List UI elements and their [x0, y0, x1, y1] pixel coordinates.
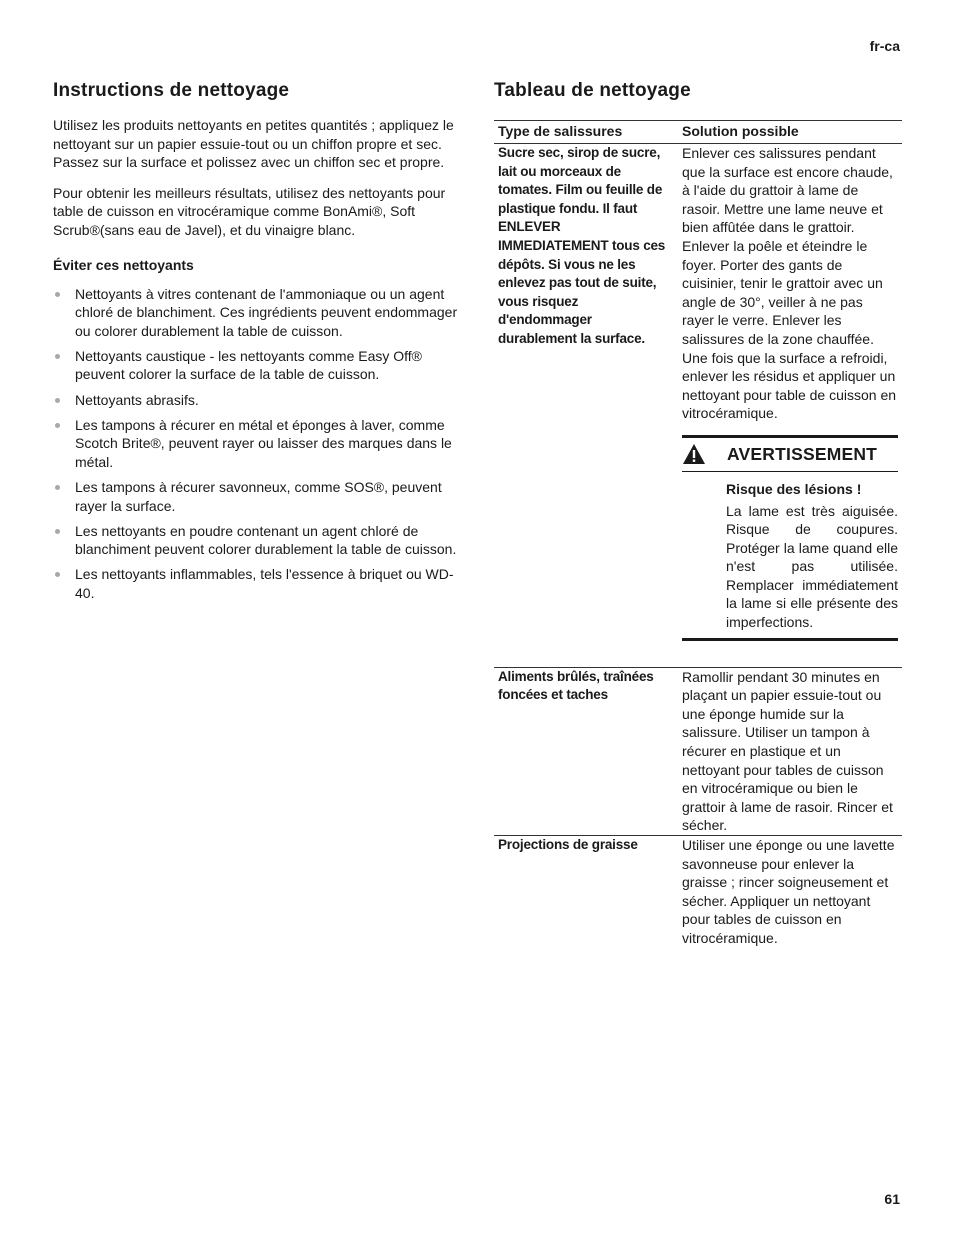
table-row — [494, 836, 902, 948]
warning-box — [682, 435, 898, 641]
avoid-cleaners-heading: Éviter ces nettoyants — [53, 256, 194, 273]
table-row — [494, 667, 902, 835]
solution-cell: Utiliser une éponge ou une lavette savonneuse pour enlever la graisse ; rincer soigneusement et sécher. Appliquer un nettoyant pour tables de cuisson en vitrocéramique. — [682, 837, 895, 946]
list-item: Les tampons à récurer en métal et éponges à laver, comme Scotch Brite®, peuvent rayer ou laisser des marques dans le métal. — [53, 416, 458, 472]
solution-cell: Ramollir pendant 30 minutes en plaçant un papier essuie-tout ou une éponge humide sur la salissure. Utiliser un tampon à récurer en plastique et un nettoyant pour tables de cuisson en vitrocéramique ou bien le grattoir à lame de rasoir. Rincer et sécher. — [678, 667, 902, 835]
warning-text: La lame est très aiguisée. Risque de coupures. Protéger la lame quand elle n'est pas utilisée. Remplacer immédiatement la lame si elle présente des imperfections. — [726, 502, 898, 631]
column-header-solution: Solution possible — [678, 121, 902, 144]
list-item: Nettoyants abrasifs. — [53, 391, 458, 410]
list-item: Les nettoyants inflammables, tels l'essence à briquet ou WD-40. — [53, 565, 458, 602]
section-title: Instructions de nettoyage — [53, 80, 290, 101]
language-code: fr-ca — [869, 38, 900, 54]
warning-header — [682, 435, 898, 472]
list-item: Nettoyants à vitres contenant de l'ammoniaque ou un agent chloré de blanchiment. Ces ingrédients peuvent endommager ou colorer durablement la table de cuisson. — [53, 285, 458, 341]
soil-type-cell: Sucre sec, sirop de sucre, lait ou morceaux de tomates. Film ou feuille de plastique fondu. Il faut ENLEVER IMMEDIATEMENT tous ces dépôts. Si vous ne les enlevez pas tout de suite, vous risquez d'endommager durablement la surface. — [494, 144, 678, 668]
cleaning-instructions-section — [53, 80, 458, 609]
table-row — [494, 144, 902, 668]
avoid-cleaners-list — [53, 285, 458, 603]
bullet-icon — [55, 572, 60, 577]
soil-type-cell: Projections de graisse — [498, 837, 638, 852]
list-item: Nettoyants caustique - les nettoyants comme Easy Off® peuvent colorer la surface de la table de cuisson. — [53, 347, 458, 384]
warning-subtitle: Risque des lésions ! — [726, 480, 862, 497]
section-title: Tableau de nettoyage — [494, 80, 691, 101]
intro-paragraph: Utilisez les produits nettoyants en petites quantités ; appliquez le nettoyant sur un papier essuie-tout ou un chiffon propre et sec. Passez sur la surface et polissez avec un chiffon sec et propre. — [53, 117, 454, 171]
list-item: Les tampons à récurer savonneux, comme SOS®, peuvent rayer la surface. — [53, 478, 458, 515]
solution-cell — [678, 144, 902, 668]
bullet-icon — [55, 423, 60, 428]
warning-body — [682, 472, 898, 641]
bullet-icon — [55, 529, 60, 534]
bullet-icon — [55, 398, 60, 403]
bullet-icon — [55, 354, 60, 359]
table-header-row — [494, 121, 902, 144]
bullet-icon — [55, 485, 60, 490]
recommended-cleaners-paragraph: Pour obtenir les meilleurs résultats, utilisez des nettoyants pour table de cuisson en vitrocéramique comme BonAmi®, Soft Scrub®(sans eau de Javel), et du vinaigre blanc. — [53, 184, 446, 238]
warning-title: AVERTISSEMENT — [727, 444, 878, 465]
column-header-type: Type de salissures — [494, 121, 678, 144]
bullet-icon — [55, 292, 60, 297]
soil-type-cell: Aliments brûlés, traînées foncées et taches — [494, 667, 678, 835]
solution-text: Enlever ces salissures pendant que la surface est encore chaude, à l'aide du grattoir à lame de rasoir. Mettre une lame neuve et bien affûtée dans le grattoir. Enlever la poêle et éteindre le foyer. Porter des gants de cuisinier, tenir le grattoir avec un angle de 30°, veiller à ne pas rayer le verre. Enlever les salissures de la zone chauffée. Une fois que la surface a refroidi, enlever les résidus et appliquer un nettoyant pour table de cuisson en vitrocéramique. — [682, 145, 897, 422]
warning-triangle-icon — [682, 443, 706, 465]
list-item: Les nettoyants en poudre contenant un agent chloré de blanchiment peuvent colorer durablement la table de cuisson. — [53, 522, 458, 559]
cleaning-table-section — [494, 80, 902, 948]
cleaning-table — [494, 120, 902, 948]
page-number: 61 — [884, 1191, 900, 1207]
